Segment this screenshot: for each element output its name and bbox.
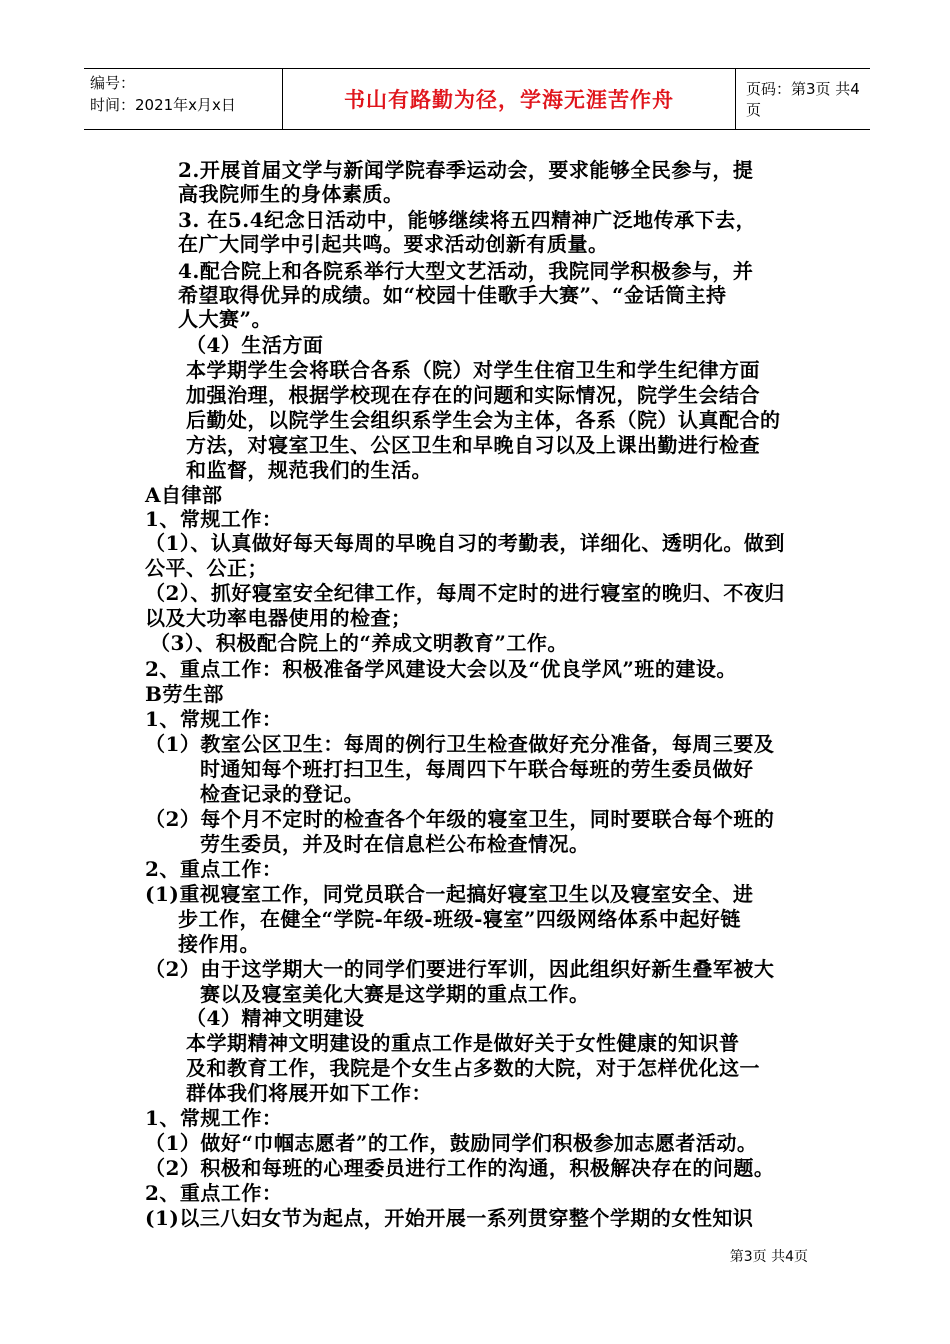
body-line: 公平、公正；: [145, 556, 268, 580]
body-line: 在广大同学中引起共鸣。要求活动创新有质量。: [178, 232, 609, 256]
body-line: （1）教室公区卫生：每周的例行卫生检查做好充分准备，每周三要及: [145, 732, 775, 756]
body-line: 2、重点工作：积极准备学风建设大会以及“优良学风”班的建设。: [145, 657, 737, 681]
body-line: (1)以三八妇女节为起点，开始开展一系列贯穿整个学期的女性知识: [145, 1206, 754, 1230]
header-page-info: 页码：第3页 共4页: [746, 80, 860, 119]
body-line: 1、常规工作：: [145, 507, 283, 531]
body-line: 检查记录的登记。: [200, 782, 364, 806]
section-heading: （4）生活方面: [186, 333, 324, 357]
body-line: 劳生委员，并及时在信息栏公布检查情况。: [200, 832, 590, 856]
body-line: （2）积极和每班的心理委员进行工作的沟通，积极解决存在的问题。: [145, 1156, 775, 1180]
doc-time-label: 时间：2021年x月x日: [90, 96, 236, 114]
body-line: 人大赛”。: [178, 307, 273, 331]
header-motto: 书山有路勤为径，学海无涯苦作舟: [282, 69, 736, 129]
body-line: 接作用。: [178, 932, 260, 956]
body-line: 本学期精神文明建设的重点工作是做好关于女性健康的知识普: [186, 1031, 740, 1055]
section-heading: A自律部: [145, 483, 223, 507]
body-line: 群体我们将展开如下工作：: [186, 1081, 432, 1105]
body-line: （2）由于这学期大一的同学们要进行军训，因此组织好新生叠军被大: [145, 957, 775, 981]
body-line: 2、重点工作：: [145, 1181, 283, 1205]
body-line: （1）、认真做好每天每周的早晚自习的考勤表，详细化、透明化。做到: [145, 531, 785, 555]
body-line: 1、常规工作：: [145, 1106, 283, 1130]
body-line: （2）、抓好寝室安全纪律工作，每周不定时的进行寝室的晚归、不夜归: [145, 581, 785, 605]
body-line: 加强治理，根据学校现在存在的问题和实际情况，院学生会结合: [186, 383, 760, 407]
body-line: 2.开展首届文学与新闻学院春季运动会，要求能够全民参与，提: [178, 158, 754, 182]
body-line: （1）做好“巾帼志愿者”的工作，鼓励同学们积极参加志愿者活动。: [145, 1131, 758, 1155]
body-line: 时通知每个班打扫卫生，每周四下午联合每班的劳生委员做好: [200, 757, 754, 781]
body-line: 步工作，在健全“学院-年级-班级-寝室”四级网络体系中起好链: [178, 907, 741, 931]
body-line: 希望取得优异的成绩。如“校园十佳歌手大赛”、“金话筒主持: [178, 283, 727, 307]
body-line: 方法，对寝室卫生、公区卫生和早晚自习以及上课出勤进行检查: [186, 433, 760, 457]
body-line: 4.配合院上和各院系举行大型文艺活动，我院同学积极参与，并: [178, 259, 754, 283]
section-heading: （4）精神文明建设: [186, 1006, 365, 1030]
body-line: 后勤处，以院学生会组织系学生会为主体，各系（院）认真配合的: [186, 408, 781, 432]
doc-code-label: 编号：: [90, 74, 136, 92]
header-meta: [84, 69, 282, 129]
body-line: 1、常规工作：: [145, 707, 283, 731]
body-line: 本学期学生会将联合各系（院）对学生住宿卫生和学生纪律方面: [186, 358, 760, 382]
page-header: [84, 68, 870, 130]
body-line: 3. 在5.4纪念日活动中，能够继续将五四精神广泛地传承下去，: [178, 208, 757, 232]
body-line: 和监督，规范我们的生活。: [186, 458, 432, 482]
body-line: 2、重点工作：: [145, 857, 283, 881]
body-line: （3）、积极配合院上的“养成文明教育”工作。: [150, 631, 568, 655]
body-line: (1)重视寝室工作，同党员联合一起搞好寝室卫生以及寝室安全、进: [145, 882, 754, 906]
section-heading: B劳生部: [145, 682, 224, 706]
body-line: 赛以及寝室美化大赛是这学期的重点工作。: [200, 982, 590, 1006]
body-line: 以及大功率电器使用的检查；: [145, 606, 412, 630]
body-line: 及和教育工作，我院是个女生占多数的大院，对于怎样优化这一: [186, 1056, 760, 1080]
body-line: 高我院师生的身体素质。: [178, 182, 404, 206]
body-line: （2）每个月不定时的检查各个年级的寝室卫生，同时要联合每个班的: [145, 807, 775, 831]
page-footer: 第3页 共4页: [729, 1249, 808, 1265]
